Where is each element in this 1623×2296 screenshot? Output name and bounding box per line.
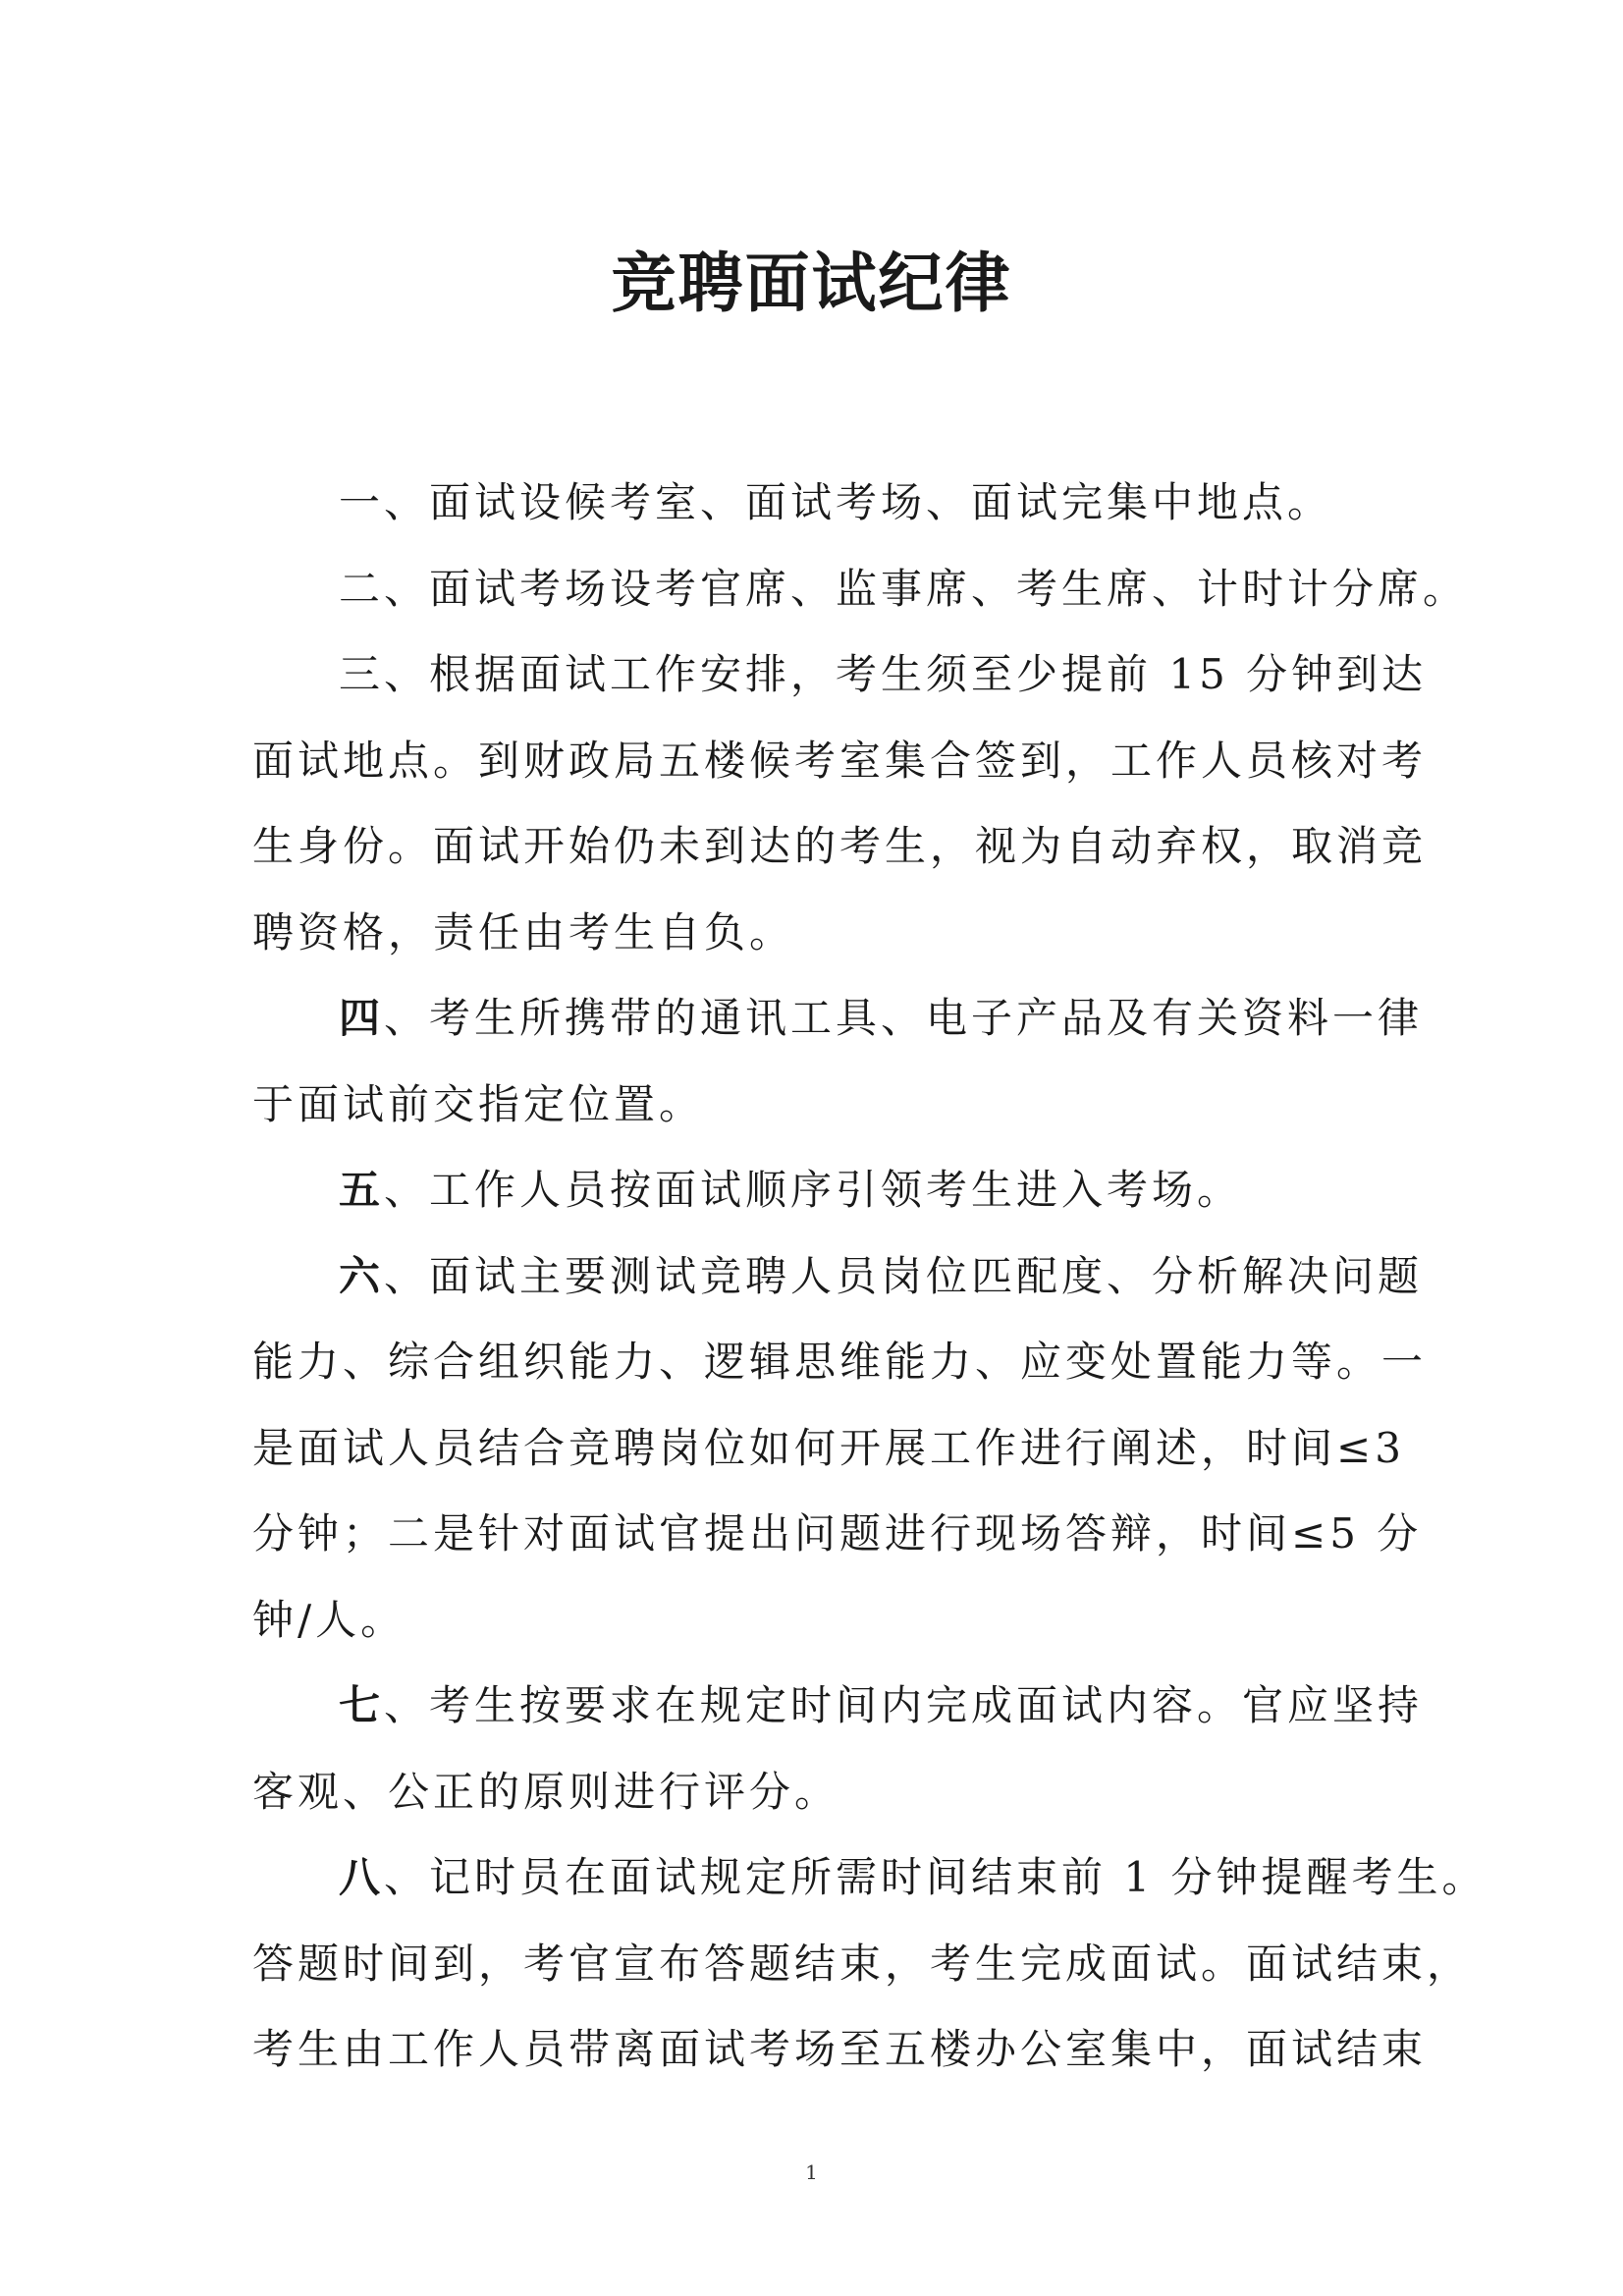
paragraph-line: 生身份。面试开始仍未到达的考生，视为自动弃权，取消竞 (252, 822, 1428, 870)
paragraph-line: 能力、综合组织能力、逻辑思维能力、应变处置能力等。一 (252, 1338, 1428, 1386)
paragraph-line: 七、考生按要求在规定时间内完成面试内容。官应坚持 (339, 1681, 1424, 1729)
page-number: 1 (805, 2160, 818, 2184)
paragraph-line: 客观、公正的原则进行评分。 (252, 1767, 840, 1816)
paragraph-line: 分钟；二是针对面试官提出问题进行现场答辩，时间≤5 分 (252, 1509, 1423, 1558)
paragraph-line: 八、记时员在面试规定所需时间结束前 1 分钟提醒考生。 (339, 1853, 1488, 1901)
paragraph-line: 面试地点。到财政局五楼候考室集合签到，工作人员核对考 (252, 736, 1428, 785)
paragraph-line: 是面试人员结合竞聘岗位如何开展工作进行阐述，时间≤3 (252, 1423, 1405, 1472)
paragraph-line: 二、面试考场设考官席、监事席、考生席、计时计分席。 (339, 564, 1469, 613)
document-body (252, 460, 1488, 2093)
paragraph-line: 四、考生所携带的通讯工具、电子产品及有关资料一律 (339, 994, 1424, 1042)
paragraph-line: 答题时间到，考官宣布答题结束，考生完成面试。面试结束， (252, 1939, 1473, 1988)
paragraph-line: 聘资格，责任由考生自负。 (252, 907, 795, 957)
document-title: 竞聘面试纪律 (611, 245, 1012, 321)
paragraph-line: 钟/人。 (252, 1595, 406, 1644)
paragraph-line: 三、根据面试工作安排，考生须至少提前 15 分钟到达 (339, 650, 1428, 698)
paragraph-line: 于面试前交指定位置。 (252, 1079, 705, 1128)
paragraph-line: 六、面试主要测试竞聘人员岗位匹配度、分析解决问题 (339, 1251, 1424, 1300)
paragraph-line: 考生由工作人员带离面试考场至五楼办公室集中，面试结束 (252, 2025, 1428, 2073)
paragraph-line: 五、工作人员按面试顺序引领考生进入考场。 (339, 1166, 1243, 1214)
paragraph-line: 一、面试设候考室、面试考场、面试完集中地点。 (339, 478, 1333, 526)
